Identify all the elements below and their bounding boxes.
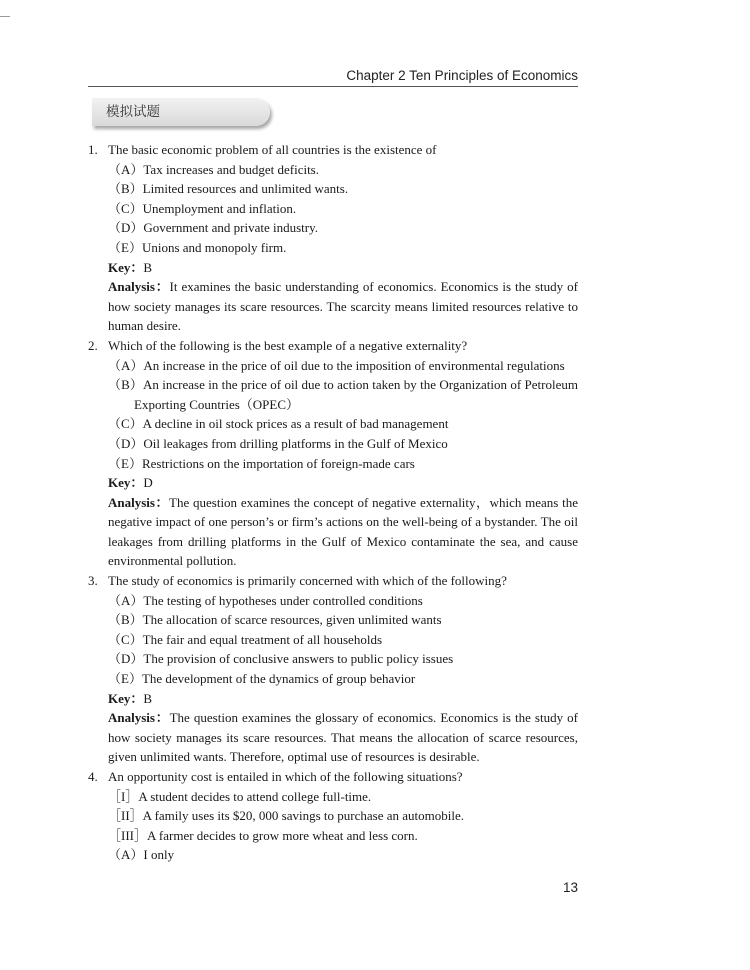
key-value: B: [143, 690, 153, 706]
question-stem: The basic economic problem of all countries is the existence of: [108, 142, 437, 157]
answer-key: [108, 258, 578, 278]
key-label: Key：: [108, 259, 144, 275]
key-value: D: [143, 475, 153, 491]
analysis-label: Analysis：: [108, 710, 170, 726]
crop-mark: [0, 16, 10, 17]
question-number: 2.: [88, 337, 98, 353]
statement: ［III］A farmer decides to grow more wheat and less corn.: [108, 827, 418, 843]
option: （D）Government and private industry.: [108, 220, 318, 236]
analysis-text: The question examines the glossary of economics. Economics is the study of how society manages its scare resources. That means the allocation of scarce resources, given unlimited wants. Therefore, optimal use of resources is desirable.: [108, 710, 578, 765]
question-4: [88, 767, 578, 787]
answer-key: [108, 689, 578, 709]
option: （B）Limited resources and unlimited wants.: [108, 181, 349, 197]
question-stem: The study of economics is primarily concerned with which of the following?: [108, 573, 507, 589]
option: （D）Oil leakages from drilling platforms in the Gulf of Mexico: [108, 435, 448, 451]
option: （E）Restrictions on the importation of foreign-made cars: [108, 455, 415, 471]
analysis: [108, 708, 578, 767]
option: （A）Tax increases and budget deficits.: [108, 161, 319, 177]
analysis: [108, 493, 578, 571]
analysis-text: It examines the basic understanding of economics. Economics is the study of how society manages its scare resources. The scarcity means limited resources relative to human desire.: [108, 279, 578, 334]
option: （C）A decline in oil stock prices as a result of bad management: [108, 416, 449, 432]
key-label: Key：: [108, 475, 144, 491]
question-1: [88, 140, 578, 160]
option: （E）Unions and monopoly firm.: [108, 239, 287, 255]
option: （A）An increase in the price of oil due to the imposition of environmental regulations: [108, 357, 565, 373]
question-stem: An opportunity cost is entailed in which of the following situations?: [108, 769, 463, 784]
option: （C）The fair and equal treatment of all households: [108, 631, 383, 647]
option: （B）An increase in the price of oil due to action taken by the Organization of Petroleum: [108, 377, 578, 393]
key-label: Key：: [108, 690, 144, 706]
section-tab: 模拟试题: [92, 98, 270, 126]
statement: ［I］A student decides to attend college full-time.: [108, 788, 372, 804]
question-number: 1.: [88, 142, 98, 157]
option: （A）The testing of hypotheses under controlled conditions: [108, 592, 423, 608]
analysis-label: Analysis：: [108, 279, 170, 295]
option: （B）The allocation of scarce resources, given unlimited wants: [108, 612, 442, 628]
analysis-label: Analysis：: [108, 494, 170, 510]
option: （C）Unemployment and inflation.: [108, 200, 297, 216]
answer-key: [108, 473, 578, 493]
option-continuation: Exporting Countries（OPEC）: [134, 396, 300, 412]
question-2: [88, 336, 578, 356]
question-number: 4.: [88, 769, 98, 784]
question-list: [88, 140, 578, 865]
option: （E）The development of the dynamics of group behavior: [108, 671, 416, 687]
option: （D）The provision of conclusive answers to public policy issues: [108, 651, 454, 667]
question-number: 3.: [88, 573, 98, 589]
header-rule: [88, 86, 578, 87]
analysis-text: The question examines the concept of negative externality，which means the negative impact of one person’s or firm’s actions on the well-being of a bystander. The oil leakages from drilling platforms in the Gulf of Mexico contaminate the sea, and cause environmental pollution.: [108, 494, 578, 569]
option: （A）I only: [108, 847, 175, 863]
key-value: B: [143, 259, 153, 275]
page-number: 13: [562, 880, 578, 895]
question-stem: Which of the following is the best example of a negative externality?: [108, 337, 468, 353]
question-3: [88, 571, 578, 591]
analysis: [108, 277, 578, 336]
statement: ［II］A family uses its $20, 000 savings to purchase an automobile.: [108, 808, 465, 824]
running-header: Chapter 2 Ten Principles of Economics: [346, 68, 578, 83]
